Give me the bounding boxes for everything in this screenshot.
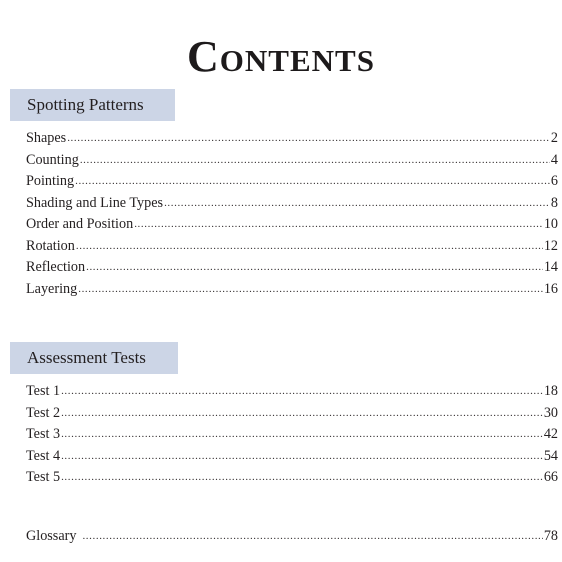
toc-entry-page: 30 (543, 404, 558, 421)
toc-entry-glossary[interactable] (26, 526, 558, 548)
toc-entry-page: 16 (543, 280, 558, 297)
toc-entry[interactable] (26, 214, 558, 236)
toc-entry[interactable] (26, 171, 558, 193)
toc-entry[interactable] (26, 424, 558, 446)
dot-leader (164, 193, 550, 215)
dot-leader (61, 467, 543, 489)
dot-leader (80, 150, 550, 172)
dot-leader (61, 424, 543, 446)
toc-list-assessment-tests (26, 381, 558, 489)
toc-entry-label: Test 2 (26, 404, 61, 421)
toc-entry-label: Order and Position (26, 216, 134, 232)
toc-entry-label: Counting (26, 151, 79, 168)
toc-entry-label: Test 1 (26, 383, 61, 399)
toc-entry-page: 8 (550, 194, 558, 211)
toc-entry-page: 78 (543, 528, 558, 544)
dot-leader (134, 214, 543, 236)
toc-entry-label: Layering (26, 280, 78, 297)
dot-leader (61, 446, 543, 468)
toc-list-glossary (26, 526, 558, 548)
dot-leader (82, 526, 542, 548)
toc-entry-page: 2 (550, 130, 558, 146)
toc-entry-page: 54 (543, 447, 558, 464)
toc-entry[interactable] (26, 403, 558, 425)
dot-leader (78, 279, 543, 301)
toc-list-spotting-patterns (26, 128, 558, 300)
toc-entry-page: 18 (543, 383, 558, 399)
toc-entry-label: Test 3 (26, 426, 61, 442)
dot-leader (61, 403, 543, 425)
toc-entry-label: Reflection (26, 259, 86, 275)
toc-entry-label: Pointing (26, 173, 75, 189)
section-header-spotting-patterns: Spotting Patterns (10, 89, 175, 121)
toc-entry-page: 6 (550, 173, 558, 189)
toc-entry-label: Test 5 (26, 469, 61, 485)
toc-entry[interactable] (26, 257, 558, 279)
dot-leader (75, 171, 550, 193)
toc-entry[interactable] (26, 150, 558, 172)
toc-entry-page: 14 (543, 259, 558, 275)
toc-entry[interactable] (26, 236, 558, 258)
toc-entry[interactable] (26, 381, 558, 403)
dot-leader (67, 128, 550, 150)
page-title: Contents (187, 32, 375, 82)
toc-entry-label: Rotation (26, 237, 75, 254)
toc-entry[interactable] (26, 467, 558, 489)
toc-entry-label: Glossary (26, 528, 77, 544)
toc-entry-page: 42 (543, 426, 558, 442)
toc-entry[interactable] (26, 279, 558, 301)
toc-entry-label: Shapes (26, 130, 67, 146)
dot-leader (86, 257, 543, 279)
toc-entry-label: Test 4 (26, 447, 61, 464)
toc-entry-page: 66 (543, 469, 558, 485)
toc-entry[interactable] (26, 128, 558, 150)
toc-entry-page: 12 (543, 237, 558, 254)
toc-entry-label: Shading and Line Types (26, 194, 164, 211)
toc-entry[interactable] (26, 446, 558, 468)
toc-entry-page: 4 (550, 151, 558, 168)
section-header-assessment-tests: Assessment Tests (10, 342, 178, 374)
dot-leader (61, 381, 543, 403)
toc-entry[interactable] (26, 193, 558, 215)
toc-entry-page: 10 (543, 216, 558, 232)
dot-leader (76, 236, 543, 258)
